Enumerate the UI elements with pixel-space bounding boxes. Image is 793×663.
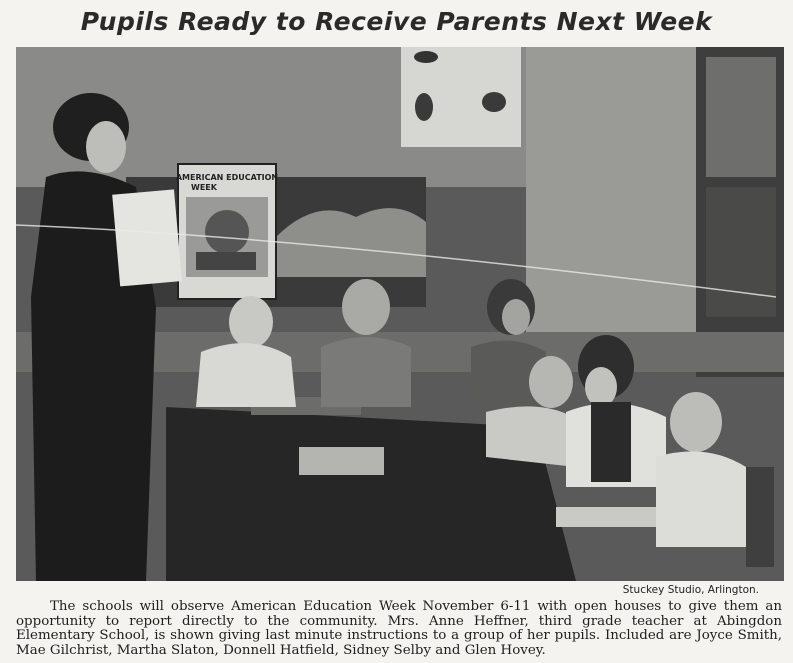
photo-credit: Stuckey Studio, Arlington. <box>622 584 759 596</box>
classroom-photo <box>16 47 784 581</box>
poster-line1: AMERICAN EDUCATION <box>175 173 279 182</box>
photo-caption: The schools will observe American Education Week November 6-11 with open houses to give them an opportunity to report directly to the community. Mrs. Anne Heffner, third grade teacher at Abingdon Elementary School, is shown giving last minute instructions to a group of her pupils. Included are Joyce Smith, Mae Gilchrist, Martha Slaton, Donnell Hatfield, Sidney Selby and Glen Hovey. <box>16 599 782 658</box>
poster <box>176 164 278 299</box>
poster-line2: WEEK <box>191 183 217 192</box>
headline: Pupils Ready to Receive Parents Next Week <box>80 7 713 36</box>
